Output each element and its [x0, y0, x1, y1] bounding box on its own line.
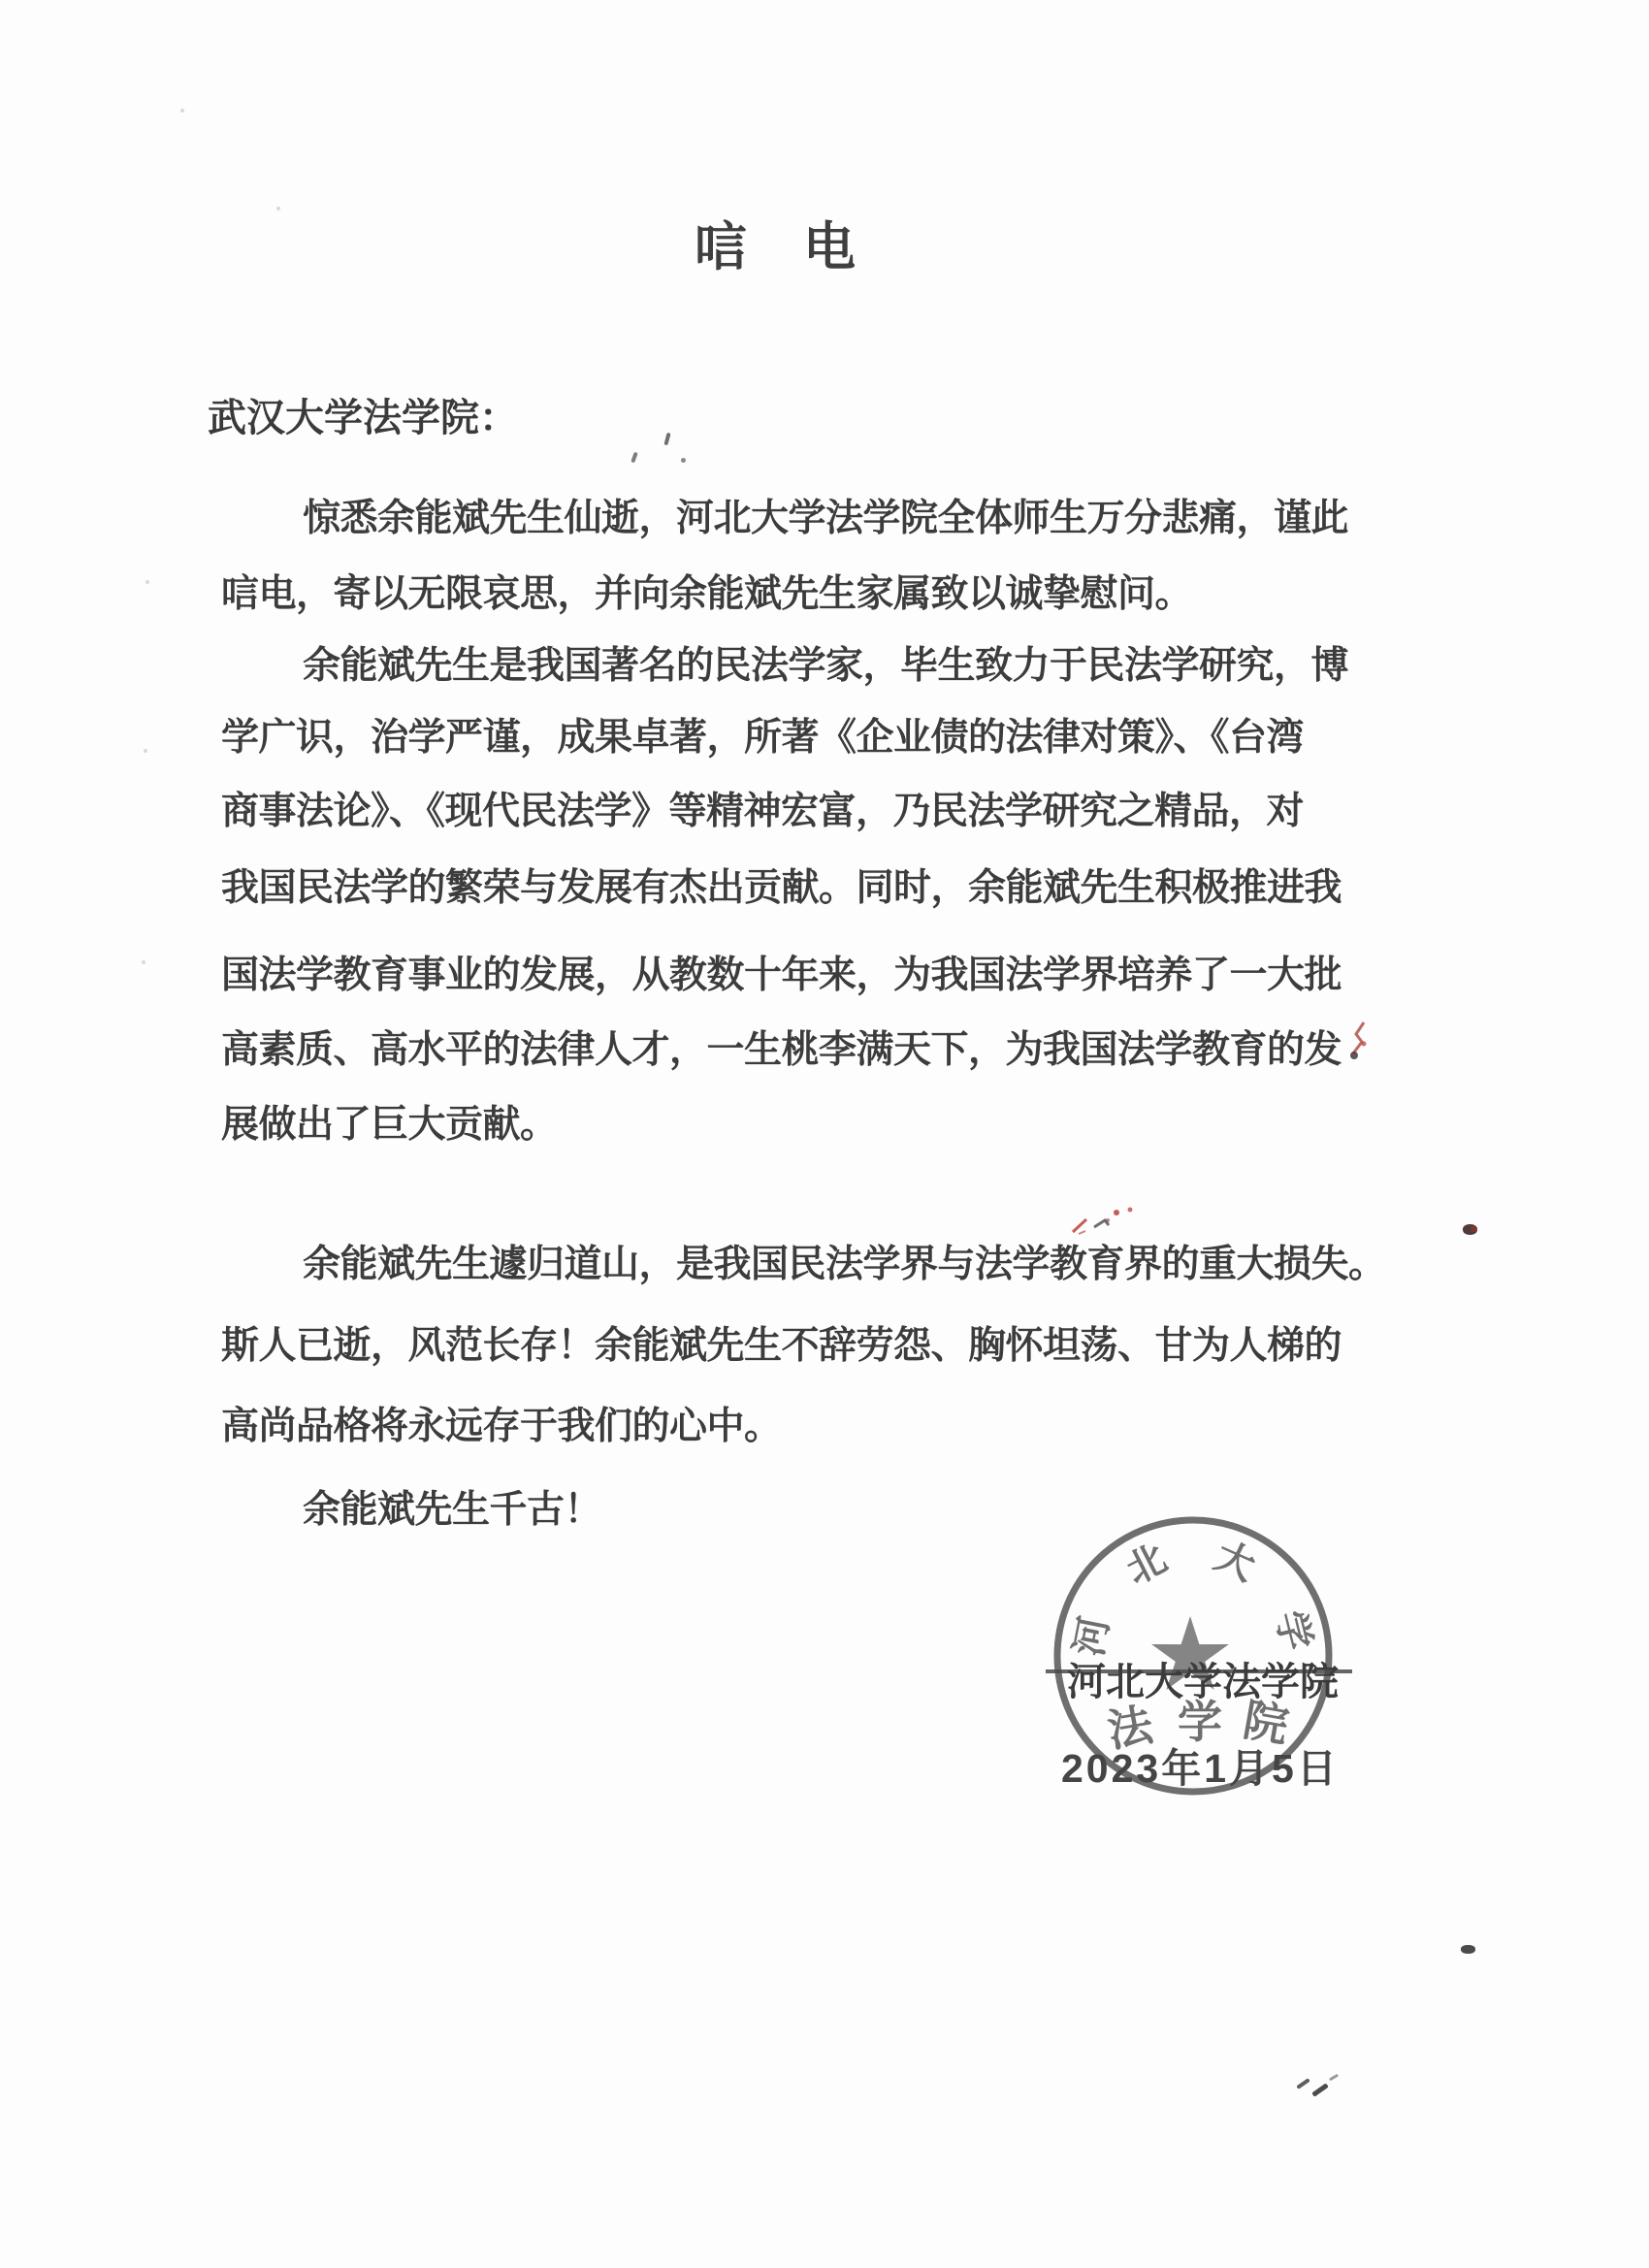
body-line: 惊悉余能斌先生仙逝，河北大学法学院全体师生万分悲痛，谨此 — [303, 498, 1349, 539]
body-line: 高素质、高水平的法律人才，一生桃李满天下，为我国法学教育的发 — [221, 1029, 1342, 1071]
letter-date: 2023年1月5日 — [1061, 1746, 1340, 1791]
body-line: 斯人已逝，风范长存！余能斌先生不辞劳怨、胸怀坦荡、甘为人梯的 — [221, 1325, 1342, 1367]
signature-org: 河北大学法学院 — [1067, 1661, 1339, 1703]
red-ink-mark — [1341, 1019, 1374, 1065]
body-line: 学广识，治学严谨，成果卓著，所著《企业债的法律对策》、《台湾 — [221, 717, 1305, 759]
red-pen-scribble — [1065, 1201, 1143, 1240]
ink-speck — [1461, 1945, 1475, 1954]
body-line: 余能斌先生千古！ — [303, 1489, 602, 1531]
scan-speck — [1296, 2078, 1310, 2090]
body-line: 商事法论》、《现代民法学》等精神宏富，乃民法学研究之精品，对 — [221, 791, 1305, 832]
seal-arc-char: 北 — [1119, 1537, 1174, 1593]
pen-tick — [663, 433, 670, 446]
seal-arc-char: 学 — [1267, 1606, 1319, 1655]
paper-fleck — [142, 960, 146, 964]
seal-bottom-char: 院 — [1239, 1694, 1293, 1752]
pen-tick — [630, 452, 638, 464]
scan-speck — [1311, 2083, 1329, 2096]
seal-bottom-char: 学 — [1178, 1697, 1222, 1747]
paper-fleck — [180, 109, 184, 113]
body-line: 唁电，寄以无限哀思，并向余能斌先生家属致以诚挚慰问。 — [221, 573, 1193, 615]
body-line: 我国民法学的繁荣与发展有杰出贡献。同时，余能斌先生积极推进我 — [221, 867, 1342, 909]
salutation: 武汉大学法学院： — [208, 397, 518, 439]
paper-fleck — [146, 580, 149, 584]
pen-tick — [681, 458, 686, 463]
body-line: 高尚品格将永远存于我们的心中。 — [221, 1406, 782, 1447]
paper-fleck — [144, 749, 147, 753]
paper-fleck — [276, 207, 280, 211]
scan-speck — [1329, 2074, 1339, 2082]
body-line: 余能斌先生是我国著名的民法学家，毕生致力于民法学研究，博 — [303, 645, 1349, 687]
body-line: 展做出了巨大贡献。 — [221, 1104, 558, 1146]
body-line: 国法学教育事业的发展，从教数十年来，为我国法学界培养了一大批 — [221, 955, 1342, 996]
seal-arc-char: 河 — [1067, 1613, 1117, 1660]
seal-arc-char: 大 — [1208, 1534, 1262, 1590]
letter-title: 唁 电 — [695, 218, 857, 276]
ink-speck — [1471, 1226, 1477, 1232]
seal-bottom-char: 法 — [1103, 1699, 1157, 1757]
body-line: 余能斌先生遽归道山，是我国民法学界与法学教育界的重大损失。 — [303, 1244, 1386, 1285]
